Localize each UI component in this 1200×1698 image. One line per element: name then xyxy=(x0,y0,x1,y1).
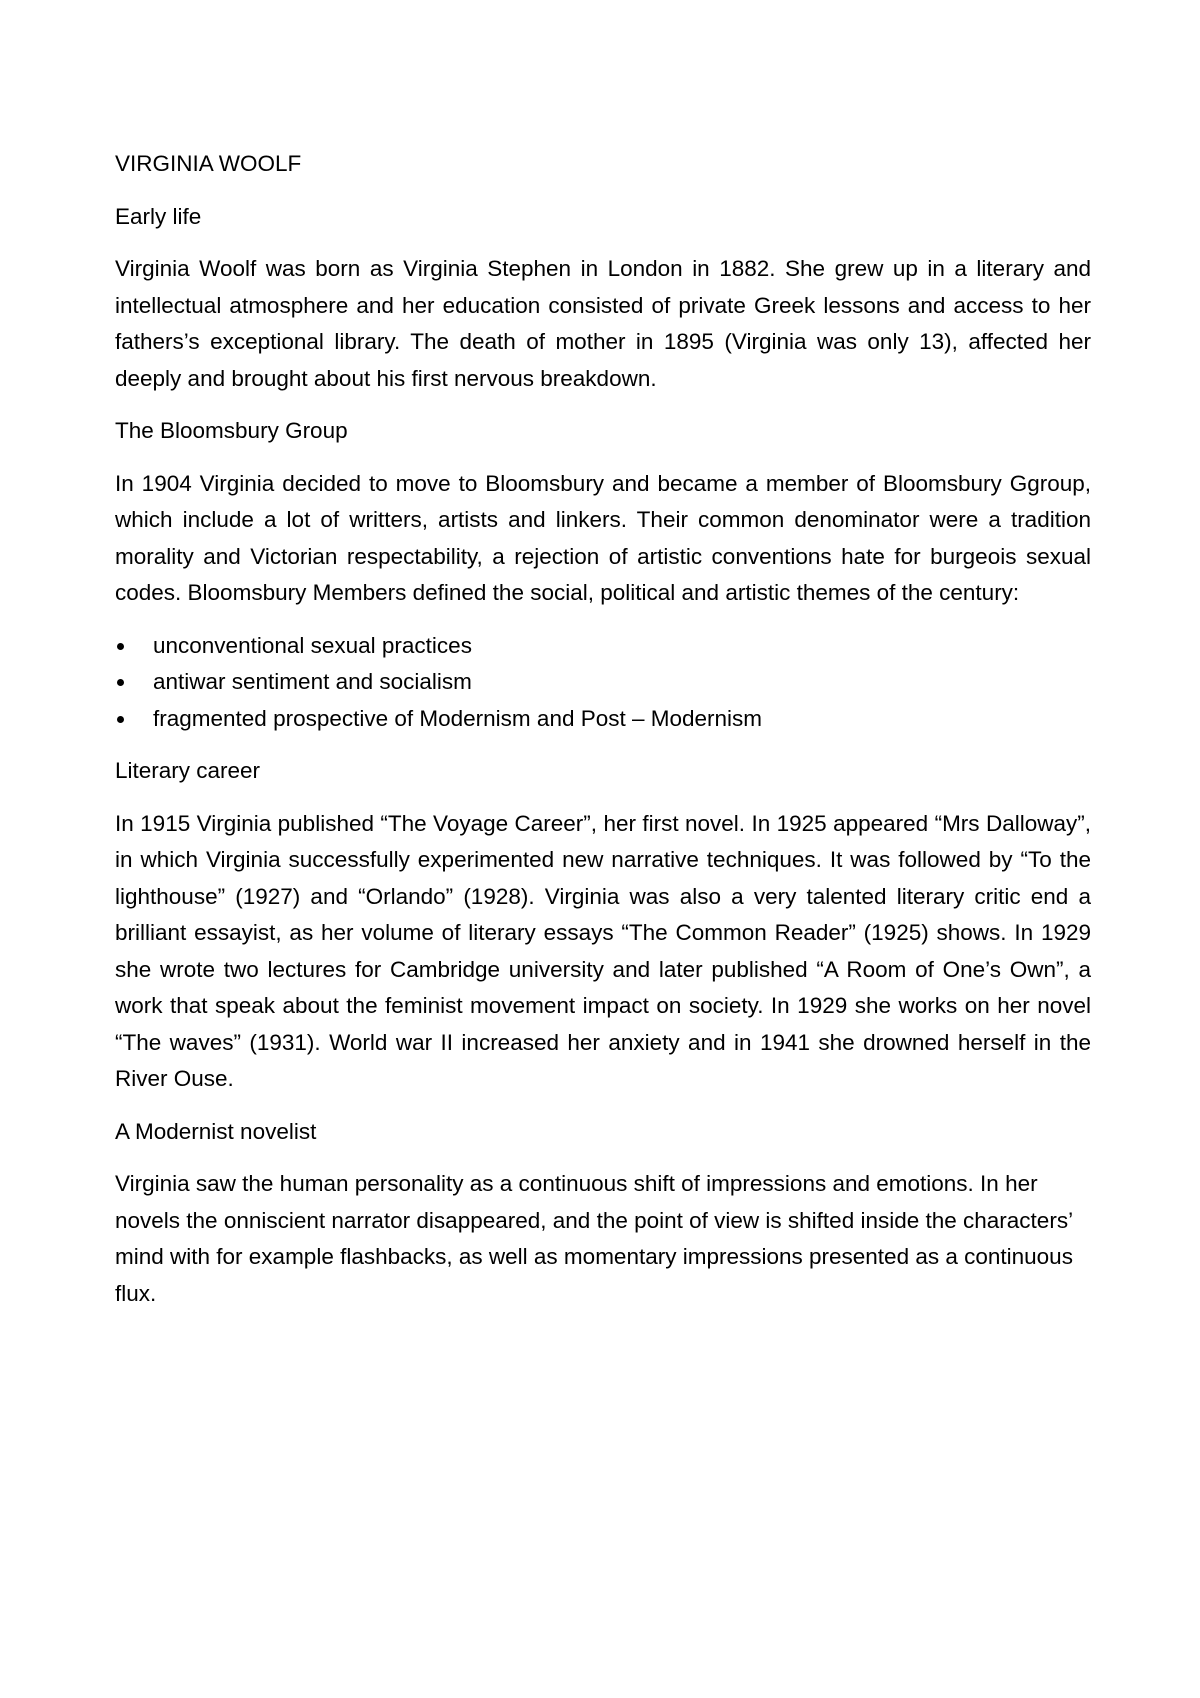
heading-bloomsbury-group: The Bloomsbury Group xyxy=(115,418,348,443)
list-item xyxy=(115,664,1091,701)
paragraph-bloomsbury-group: In 1904 Virginia decided to move to Bloomsbury and became a member of Bloomsbury Ggroup, which include a lot of writters, artists and linkers. Their common denominator were a tradition morality and Victorian respectability, a rejection of artistic conventions hate for burgeois sexual codes. Bloomsbury Members defined the social, political and artistic themes of the century: xyxy=(115,470,1091,605)
paragraph-early-life: Virginia Woolf was born as Virginia Stephen in London in 1882. She grew up in a literary and intellectual atmosphere and her education consisted of private Greek lessons and access to her fathers’s exceptional library. The death of mother in 1895 (Virginia was only 13), affected her deeply and brought about his first nervous breakdown. xyxy=(115,256,1091,391)
heading-modernist-novelist: A Modernist novelist xyxy=(115,1118,317,1144)
bullet-icon xyxy=(117,679,124,686)
document-title: VIRGINIA WOOLF xyxy=(115,151,302,176)
heading-early-life: Early life xyxy=(115,203,202,229)
bloomsbury-themes-list xyxy=(115,628,1091,738)
list-item-text: fragmented prospective of Modernism and Post – Modernism xyxy=(153,705,763,731)
heading-literary-career: Literary career xyxy=(115,758,261,783)
list-item-text: unconventional sexual practices xyxy=(153,632,472,658)
list-item xyxy=(115,701,1091,738)
paragraph-literary-career: In 1915 Virginia published “The Voyage Career”, her first novel. In 1925 appeared “Mrs Dalloway”, in which Virginia successfully experimented new narrative techniques. It was followed by “To the lighthouse” (1927) and “Orlando” (1928). Virginia was also a very talented literary critic end a brilliant essayist, as her volume of literary essays “The Common Reader” (1925) shows. In 1929 she wrote two lectures for Cambridge university and later published “A Room of One’s Own”, a work that speak about the feminist movement impact on society. In 1929 she works on her novel “The waves” (1931). World war II increased her anxiety and in 1941 she drowned herself in the River Ouse. xyxy=(115,810,1091,1091)
bullet-icon xyxy=(117,643,124,650)
bullet-icon xyxy=(117,716,124,723)
list-item-text: antiwar sentiment and socialism xyxy=(153,669,472,694)
document-body xyxy=(115,146,1091,1328)
paragraph-modernist-novelist: Virginia saw the human personality as a continuous shift of impressions and emotions. In her novels the onniscient narrator disappeared, and the point of view is shifted inside the characters’ mind with for example flashbacks, as well as momentary impressions presented as a continuous flux. xyxy=(115,1171,1073,1306)
list-item xyxy=(115,628,1091,665)
